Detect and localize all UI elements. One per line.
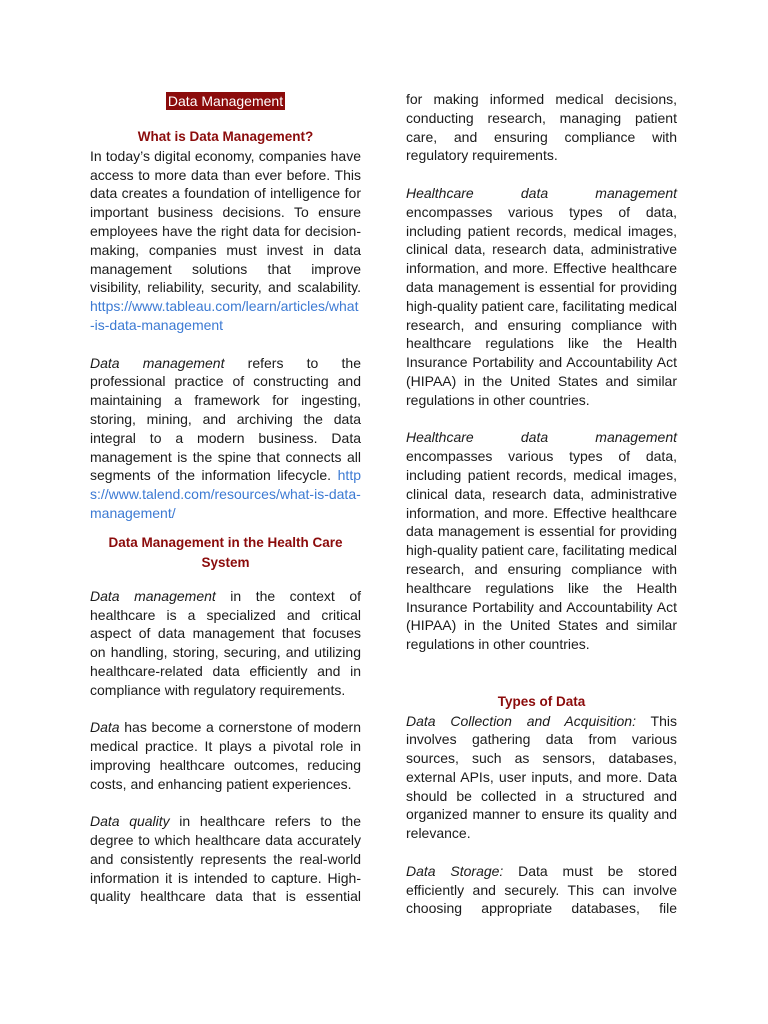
right-column (406, 90, 677, 918)
page-title: Data Management (167, 93, 284, 109)
paragraph-healthcare-context (90, 587, 361, 700)
heading-health-care: Data Management in the Health Care System (108, 534, 343, 570)
paragraph-intro (90, 147, 361, 335)
paragraph-continuation-text: for making informed medical decisions, conducting research, managing patient care, and ensuring compliance with regulatory requirements. (406, 91, 677, 164)
paragraph-healthcare-context-text: in the context of healthcare is a specialized and critical aspect of data management that focuses on handling, storing, securing, and utilizing healthcare-related data efficiently and in compliance with regulatory requirements. (90, 587, 361, 698)
paragraph-data-storage (406, 862, 677, 918)
paragraph-healthcare-dm-1 (406, 184, 677, 410)
term-data-management: Data management (90, 354, 225, 371)
link-talend[interactable]: https://www.talend.com/resources/what-is-data-management/ (90, 467, 361, 521)
paragraph-data-quality (90, 812, 361, 906)
term-data-collection: Data Collection and Acquisition: (406, 712, 636, 729)
paragraph-data-storage-text: Data must be stored efficiently and securely. This can involve choosing appropriate databases, file (406, 862, 678, 917)
paragraph-data-cornerstone (90, 718, 361, 793)
paragraph-continuation (406, 90, 677, 165)
left-column (90, 90, 361, 906)
paragraph-data-cornerstone-text: has become a cornerstone of modern medical practice. It plays a pivotal role in improving healthcare outcomes, reducing costs, and enhancing patient experiences. (90, 719, 361, 792)
paragraph-definition-text: refers to the professional practice of constructing and maintaining a framework for ingesting, storing, mining, and archiving the data integral to a modern business. Data management is the spine that connects all segments of the information lifecycle. (90, 354, 361, 484)
title-wrap (90, 92, 361, 111)
paragraph-intro-text: In today’s digital economy, companies have access to more data than ever before. This data creates a foundation of intelligence for important business decisions. To ensure employees have the right data for decision-making, companies must invest in data management solutions that improve visibility, reliability, security, and scalability. (90, 147, 361, 296)
paragraph-healthcare-dm-2 (406, 428, 677, 654)
paragraph-healthcare-dm-2-text: encompasses various types of data, including patient records, medical images, clinical data, research data, administrative information, and more. Effective healthcare data management is essential for providing high-quality patient care, facilitating medical research, and ensuring compliance with healthcare regulations like the Health Insurance Portability and Accountability Act (HIPAA) in the United States and similar regulations in other countries. (406, 448, 677, 653)
paragraph-healthcare-dm-1-text: encompasses various types of data, including patient records, medical images, clinical data, research data, administrative information, and more. Effective healthcare data management is essential for providing high-quality patient care, facilitating medical research, and ensuring compliance with healthcare regulations like the Health Insurance Portability and Accountability Act (HIPAA) in the United States and similar regulations in other countries. (406, 203, 677, 408)
paragraph-data-collection-text: This involves gathering data from various sources, such as sensors, databases, external APIs, user inputs, and more. Data should be collected in a structured and organized manner to ensure its quality and relevance. (406, 712, 677, 842)
heading-what-is-data-management: What is Data Management? (137, 128, 314, 144)
term-healthcare-dm-2: Healthcare data management (406, 429, 677, 446)
term-data: Data (90, 719, 120, 736)
term-healthcare-dm-1: Healthcare data management (406, 184, 677, 201)
term-data-storage: Data Storage: (406, 862, 504, 879)
term-data-quality: Data quality (90, 813, 170, 830)
paragraph-definition (90, 354, 361, 523)
paragraph-data-quality-text: in healthcare refers to the degree to which healthcare data accurately and consistently represents the real-world information it is intended to capture. High-quality healthcare data that is essential (90, 813, 361, 905)
paragraph-data-collection (406, 712, 677, 844)
heading-types-of-data: Types of Data (497, 693, 586, 709)
link-tableau[interactable]: https://www.tableau.com/learn/articles/what-is-data-management (90, 298, 359, 333)
term-data-management-2: Data management (90, 587, 216, 604)
